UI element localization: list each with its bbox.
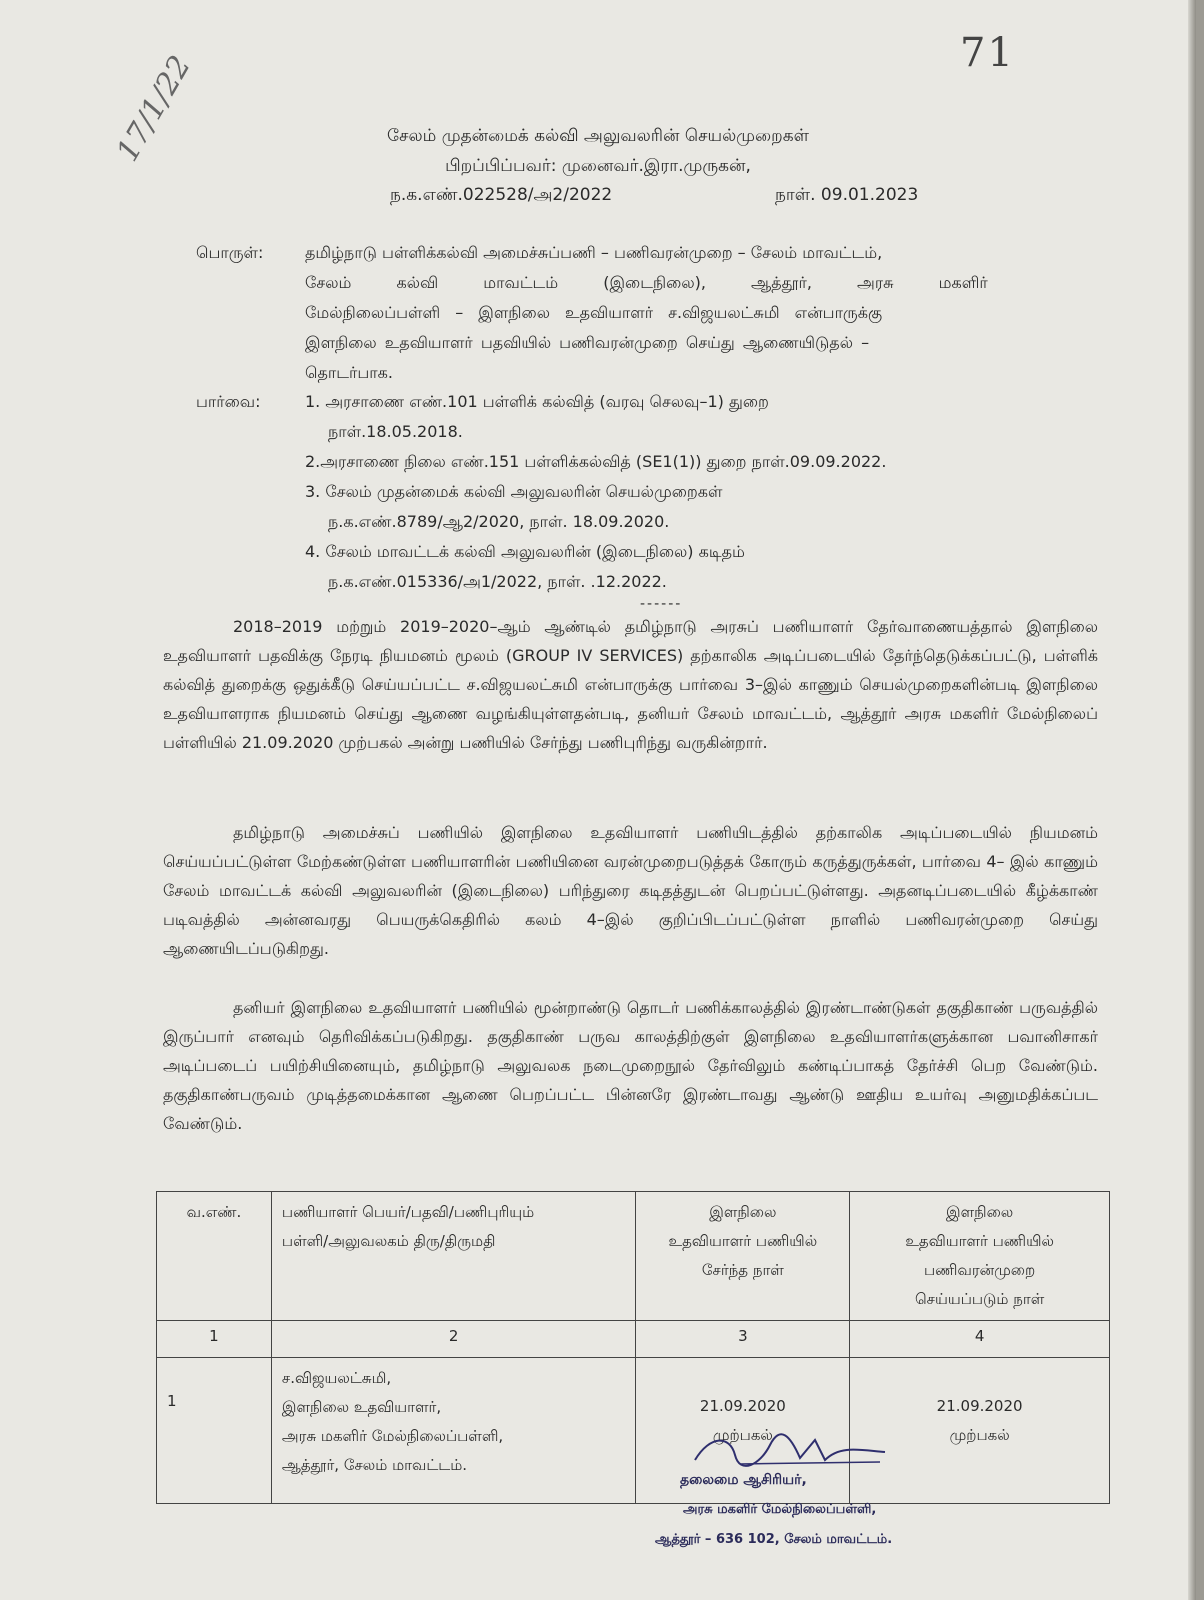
body-paragraph-3: தனியர் இளநிலை உதவியாளர் பணியில் மூன்றாண்டு தொடர் பணிக்காலத்தில் இரண்டாண்டுகள் தகுதிகாண் பருவத்தில் இருப்பார் எனவும் தெரிவிக்கப்படுகிறது. தகுதிகாண் பருவ காலத்திற்குள் இளநிலை உதவியாளர்களுக்கான பவானிசாகர் அடிப்படைப் பயிற்சியினையும், தமிழ்நாடு அலுவலக நடைமுறைநூல் தேர்விலும் கண்டிப்பாகத் தேர்ச்சி பெற வேண்டும். தகுதிகாண்பருவம் முடித்தமைக்கான ஆணை பெறப்பட்ட பின்னரே இரண்டாவது ஆண்டு ஊதிய உயர்வு அனுமதிக்கப்பட வேண்டும். — [163, 998, 1098, 1133]
body-paragraph-2: தமிழ்நாடு அமைச்சுப் பணியில் இளநிலை உதவியாளர் பணியிடத்தில் தற்காலிக அடிப்படையில் நியமனம் செய்யப்பட்டுள்ள மேற்கண்டுள்ள பணியாளரின் பணியினை வரன்முறைபடுத்தக் கோரும் கருத்துருக்கள், பார்வை 4– இல் காணும் சேலம் மாவட்டக் கல்வி அலுவலரின் (இடைநிலை) பரிந்துரை கடிதத்துடன் பெறப்பட்டுள்ளது. அதனடிப்படையில் கீழ்க்காண் படிவத்தில் அன்னவரது பெயருக்கெதிரில் கலம் 4–இல் குறிப்பிடப்பட்டுள்ள நாளில் பணிவரன்முறை செய்து ஆணையிடப்படுகிறது. — [163, 823, 1098, 958]
references-label: பார்வை: — [196, 392, 261, 411]
reference-line: 2.அரசாணை நிலை எண்.151 பள்ளிக்கல்வித் (SE1(1)) துறை நாள்.09.09.2022. — [305, 452, 887, 471]
regularization-table — [156, 1191, 1110, 1504]
body-paragraph-1: 2018–2019 மற்றும் 2019–2020–ஆம் ஆண்டில் தமிழ்நாடு அரசுப் பணியாளர் தேர்வாணையத்தால் இளநிலை உதவியாளர் பதவிக்கு நேரடி நியமனம் மூலம் (GROUP IV SERVICES) தற்காலிக அடிப்படையில் தேர்ந்தெடுக்கப்பட்டு, பள்ளிக் கல்வித் துறைக்கு ஒதுக்கீடு செய்யப்பட்ட ச.விஜயலட்சுமி என்பாருக்கு பார்வை 3–இல் காணும் செயல்முறைகளின்படி இளநிலை உதவியாளராக நியமனம் செய்து ஆணை வழங்கியுள்ளதன்படி, தனியர் சேலம் மாவட்டம், ஆத்தூர் அரசு மகளிர் மேல்நிலைப் பள்ளியில் 21.09.2020 முற்பகல் அன்று பணியில் சேர்ந்து பணிபுரிந்து வருகின்றார். — [163, 617, 1099, 752]
header-employee: பணியாளர் பெயர்/பதவி/பணிபுரியும் பள்ளி/அலுவலகம் திரு/திருமதி — [271, 1192, 636, 1321]
column-number: 4 — [850, 1321, 1110, 1358]
header-sno: வ.எண். — [157, 1192, 272, 1321]
subject-line: சேலம் கல்வி மாவட்டம் (இடைநிலை), ஆத்தூர், அரசு மகளிர் — [305, 273, 988, 292]
row-sno: 1 — [157, 1358, 272, 1504]
column-number: 3 — [636, 1321, 850, 1358]
subject-line: தொடர்பாக. — [305, 363, 393, 382]
reference-line: 1. அரசாணை எண்.101 பள்ளிக் கல்வித் (வரவு செலவு–1) துறை — [305, 392, 769, 411]
subject-label: பொருள்: — [196, 243, 264, 262]
stamp-school: அரசு மகளிர் மேல்நிலைப்பள்ளி, — [683, 1502, 877, 1517]
reference-line: 4. சேலம் மாவட்டக் கல்வி அலுவலரின் (இடைநிலை) கடிதம் — [305, 542, 745, 561]
issuer-line: பிறப்பிப்பவர்: முனைவர்.இரா.முருகன், — [445, 156, 751, 176]
table-header-row — [157, 1192, 1110, 1321]
reference-line: ந.க.எண்.8789/ஆ2/2020, நாள். 18.09.2020. — [328, 512, 670, 531]
signature — [690, 1430, 890, 1470]
subject-line: தமிழ்நாடு பள்ளிக்கல்வி அமைச்சுப்பணி – பணிவரன்முறை – சேலம் மாவட்டம், — [305, 243, 883, 262]
reference-number: ந.க.எண்.022528/அ2/2022 — [390, 185, 613, 205]
table-row — [157, 1358, 1110, 1504]
stamp-address: ஆத்தூர் – 636 102, சேலம் மாவட்டம். — [655, 1532, 893, 1547]
header-joined-date: இளநிலை உதவியாளர் பணியில் சேர்ந்த நாள் — [636, 1192, 850, 1321]
order-date: நாள். 09.01.2023 — [775, 185, 919, 205]
subject-line: இளநிலை உதவியாளர் பதவியில் பணிவரன்முறை செய்து ஆணையிடுதல் – — [305, 333, 870, 352]
table-column-number-row — [157, 1321, 1110, 1358]
row-joined-date: 21.09.2020 முற்பகல் — [636, 1358, 850, 1504]
row-employee: ச.விஜயலட்சுமி, இளநிலை உதவியாளர், அரசு மகளிர் மேல்நிலைப்பள்ளி, ஆத்தூர், சேலம் மாவட்டம். — [271, 1358, 636, 1504]
column-number: 2 — [271, 1321, 636, 1358]
reference-line: ந.க.எண்.015336/அ1/2022, நாள். .12.2022. — [328, 572, 667, 591]
page-edge — [1188, 0, 1196, 1600]
reference-line: 3. சேலம் முதன்மைக் கல்வி அலுவலரின் செயல்முறைகள் — [305, 482, 723, 501]
handwritten-page-number: 71 — [960, 30, 1015, 76]
reference-line: நாள்.18.05.2018. — [328, 422, 463, 441]
stamp-designation: தலைமை ஆசிரியர், — [680, 1472, 807, 1488]
office-title: சேலம் முதன்மைக் கல்வி அலுவலரின் செயல்முறைகள் — [387, 126, 809, 146]
subject-line: மேல்நிலைப்பள்ளி – இளநிலை உதவியாளர் ச.விஜயலட்சுமி என்பாருக்கு — [305, 303, 883, 322]
header-regularization-date: இளநிலை உதவியாளர் பணியில் பணிவரன்முறை செய்யப்படும் நாள் — [850, 1192, 1110, 1321]
separator: ------ — [640, 596, 683, 612]
column-number: 1 — [157, 1321, 272, 1358]
handwritten-margin-date: 17/1/22 — [110, 49, 199, 168]
row-regularization-date: 21.09.2020 முற்பகல் — [850, 1358, 1110, 1504]
